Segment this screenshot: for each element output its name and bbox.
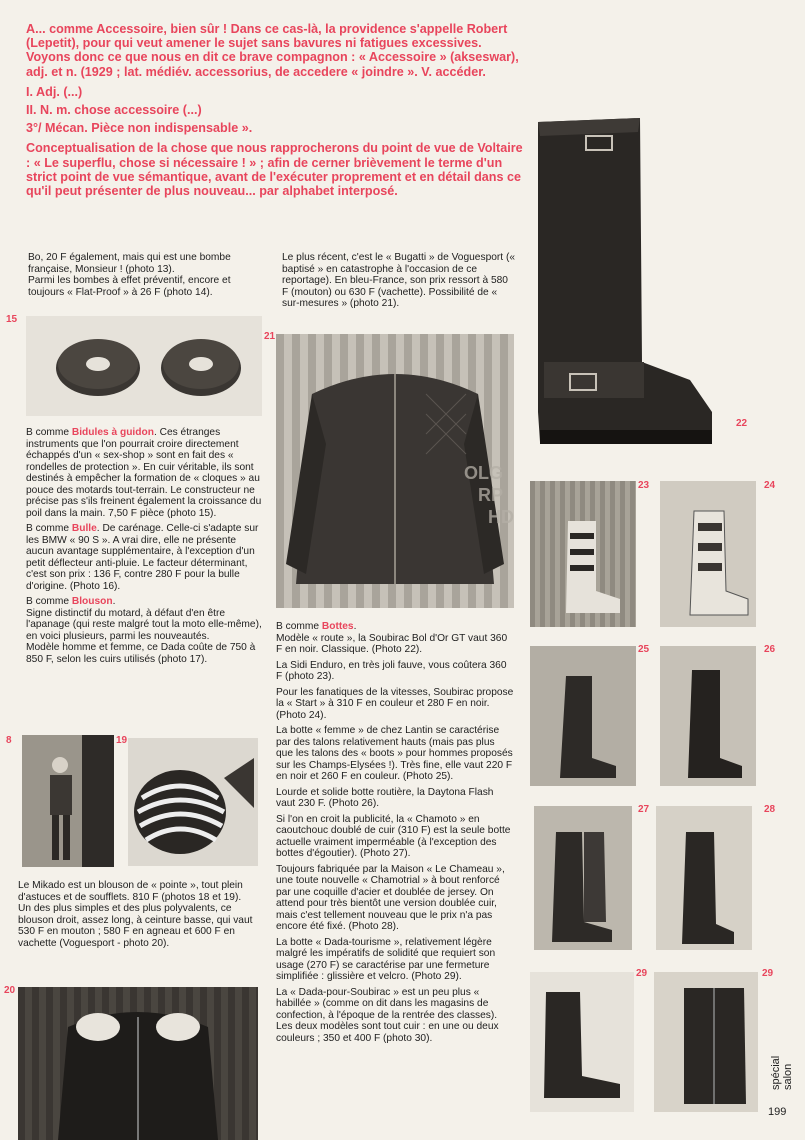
boot-25-image — [530, 646, 636, 786]
col1-top-text — [28, 252, 260, 298]
b-comme: B comme — [26, 596, 72, 607]
keyword-bottes: Bottes — [321, 621, 354, 632]
photo-number-21: 21 — [264, 331, 276, 342]
photo-boot-29b — [654, 972, 758, 1112]
text-chamoto: Si l'on en croit la publicité, la « Chamoto » en caoutchouc doublé de cuir (310 F) est la seule botte actuelle vraiment imperméable (à l'exception des bottes d'égoutier). (Photo 27). — [276, 813, 511, 859]
punct: . — [353, 621, 357, 632]
mikado-detail-image — [128, 738, 258, 866]
text-flat-proof: Parmi les bombes à effet préventif, encore et toujours « Flat-Proof » à 26 F (photo 14). — [28, 275, 231, 298]
photo-number-25: 25 — [638, 644, 650, 655]
watermark-top: OLG — [464, 463, 503, 483]
b-comme: B comme — [276, 621, 322, 632]
photo-boot-26 — [660, 646, 756, 786]
watermark-logo — [464, 462, 534, 540]
blouson-jacket-image — [18, 987, 258, 1140]
intro-paragraph-4: 3°/ Mécan. Pièce non indispensable ». — [26, 121, 253, 136]
text-sidi: La Sidi Enduro, en très joli fauve, vous coûtera 360 F (photo 23). — [276, 659, 507, 682]
col2-top-text — [282, 252, 516, 310]
text-bulle — [26, 523, 262, 592]
text-mikado: Le Mikado est un blouson de « pointe », tout plein d'astuces et de soufflets. 810 F (photos 18 et 19). — [18, 880, 243, 903]
boot-22-image — [530, 112, 722, 458]
photo-number-19: 19 — [116, 735, 128, 746]
text-daytona: Lourde et solide botte routière, la Daytona Flash vaut 230 F. (Photo 26). — [276, 786, 494, 809]
photo-number-22: 22 — [736, 418, 748, 429]
intro-paragraph-5: Conceptualisation de la chose que nous rapprocherons du point de vue de Voltaire : « Le superflu, chose si nécessaire ! » ; afin de cerner brièvement le terme d'un strict point de vue sémantique, avant de l'exécuter proprement et en détail dans ce qu'il peut présenter de plus nouveau... par alphabet interposé. — [26, 141, 523, 199]
boot-24-image — [660, 481, 756, 627]
photo-mikado-19 — [128, 738, 258, 866]
photo-boot-24 — [660, 481, 756, 627]
photo-blouson-20 — [18, 987, 258, 1140]
photo-mikado-18 — [22, 735, 114, 867]
photo-number-20: 20 — [4, 985, 16, 996]
photo-boot-27 — [534, 806, 632, 950]
col2-low-text — [276, 621, 514, 1048]
photo-boot-23 — [530, 481, 636, 627]
boot-27-image — [534, 806, 632, 950]
text-bidules-body: . Ces étranges instruments que l'on pourrait croire directement échappés d'un « sex-shop » sont en fait des « rondelles de protection ». En cuir véritable, ils sont destinés à empêcher la formation de « cloques » au pouce des motards tout-terrain. Le constructeur ne précise pas s'ils freinent également la croissance du poil dans la main. 7,50 F pièce (photo 15). — [26, 427, 262, 519]
photo-number-23: 23 — [638, 480, 650, 491]
photo-number-29b: 29 — [762, 968, 774, 979]
col1-mid-text — [26, 427, 262, 665]
watermark-mid: RP — [478, 485, 504, 505]
text-blouson-droit: Un des plus simples et des plus polyvalents, ce blouson droit, assez long, à ceinture basse, qui vaut 530 F en mouton ; 580 F en agneau et 600 F en vachette (Voguesport - photo 20). — [18, 903, 253, 949]
keyword-bidules: Bidules à guidon — [71, 427, 154, 438]
text-blouson-intro: Signe distinctif du motard, à défaut d'en être l'apanage (qui reste malgré tout la moto elle-même), en voici plusieurs, parmi les nouveautés. — [26, 607, 262, 642]
text-dada-blouson: Modèle homme et femme, ce Dada coûte de 750 à 850 F, selon les cuirs utilisés (photo 17). — [26, 642, 256, 665]
text-start: Pour les fanatiques de la vitesses, Soubirac propose la « Start » à 310 F en couleur et 280 F en noir. (Photo 24). — [276, 686, 514, 721]
keyword-blouson: Blouson — [71, 596, 113, 607]
photo-number-27: 27 — [638, 804, 650, 815]
photo-number-24: 24 — [764, 480, 776, 491]
b-comme: B comme — [26, 427, 72, 438]
text-lantin: La botte « femme » de chez Lantin se caractérise par des talons relativement hauts (mais pas plus que les talons des « boots » pour hommes proposés sur les Champs-Elysées !). Très fine, elle vaut 220 F en noir et 260 F en couleur. (Photo 25). — [276, 725, 513, 782]
photo-number-26: 26 — [764, 644, 776, 655]
keyword-bulle: Bulle — [71, 523, 97, 534]
mikado-person-image — [22, 735, 114, 867]
text-dada-soubirac: La « Dada-pour-Soubirac » est un peu plus « habillée » (comme on dit dans les magasins de confection, à l'époque de la rentrée des classes). Les deux modèles sont tout cuir : en une ou deux couleurs ; 350 et 400 F (photo 30). — [276, 986, 499, 1044]
text-soubirac-bol: Modèle « route », la Soubirac Bol d'Or GT vaut 360 F en noir. Classique. (Photo 22). — [276, 632, 508, 655]
watermark-bot: HD — [488, 507, 514, 527]
photo-boot-22 — [530, 112, 722, 458]
boot-29a-image — [530, 972, 634, 1112]
photo-rondelles — [26, 316, 262, 416]
text-bugatti: Le plus récent, c'est le « Bugatti » de Voguesport (« baptisé » en catastrophe à l'occasion de ce reportage). En bleu-France, son prix ressort à 580 F (mouton) ou 630 F (vachette). Possibilité de « sur-mesures » (photo 21). — [282, 252, 516, 309]
intro-paragraph-2: I. Adj. (...) — [26, 84, 83, 99]
boot-23-image — [530, 481, 636, 627]
text-bombe: Bo, 20 F également, mais qui est une bombe française, Monsieur ! (photo 13). — [28, 252, 231, 275]
text-blouson-heading — [26, 596, 262, 608]
punct: . — [112, 596, 116, 607]
text-bulle-body: . De carénage. Celle-ci s'adapte sur les BMW « 90 S ». A vrai dire, elle ne présente aucun avantage supplémentaire, à l'exception d'un petit déflecteur anti-pluie. Le facteur déterminant, c'est son prix : 136 F, contre 280 F pour la bulle d'origine. (Photo 16). — [26, 523, 259, 592]
photo-boot-29a — [530, 972, 634, 1112]
text-dada-tourisme: La botte « Dada-tourisme », relativement légère malgré les impératifs de solidité que requiert son usage (270 F) se caractérise par une fermeture simplifiée : glissière et velcro. (Photo 29). — [276, 936, 496, 982]
text-bottes-heading — [276, 621, 514, 633]
boot-29b-image — [654, 972, 758, 1112]
intro-block — [26, 22, 526, 204]
section-label: spécial salon — [770, 1055, 794, 1090]
page-number: 199 — [768, 1106, 787, 1118]
boot-28-image — [656, 806, 752, 950]
rondelles-image — [26, 316, 262, 416]
photo-number-28: 28 — [764, 804, 776, 815]
photo-boot-25 — [530, 646, 636, 786]
col1-low-text — [18, 880, 258, 949]
photo-number-29a: 29 — [636, 968, 648, 979]
boot-26-image — [660, 646, 756, 786]
photo-number-18: 8 — [6, 735, 12, 746]
intro-paragraph-3: II. N. m. chose accessoire (...) — [26, 103, 202, 118]
photo-boot-28 — [656, 806, 752, 950]
text-bidules — [26, 427, 262, 519]
text-chamotrial: Toujours fabriquée par la Maison « Le Chameau », une toute nouvelle « Chamotrial » à bout renforcé par une coquille d'acier et doublée de jersey. On attend pour très bientôt une version doublée cuir, mais c'est tellement nouveau que le prix n'a pas encore été fixé. (Photo 28). — [276, 863, 505, 932]
b-comme: B comme — [26, 523, 72, 534]
intro-paragraph-1: A... comme Accessoire, bien sûr ! Dans ce cas-là, la providence s'appelle Robert (Lepetit), pour qui veut amener le sujet sans bavures ni fatigues excessives. Voyons donc ce que nous en dit ce brave compagnon : « Accessoire » (akseswar), adj. et n. (1929 ; lat. médiév. accessorius, de accedere « joindre ». V. accéder. — [26, 22, 519, 79]
photo-number-15: 15 — [6, 314, 18, 325]
